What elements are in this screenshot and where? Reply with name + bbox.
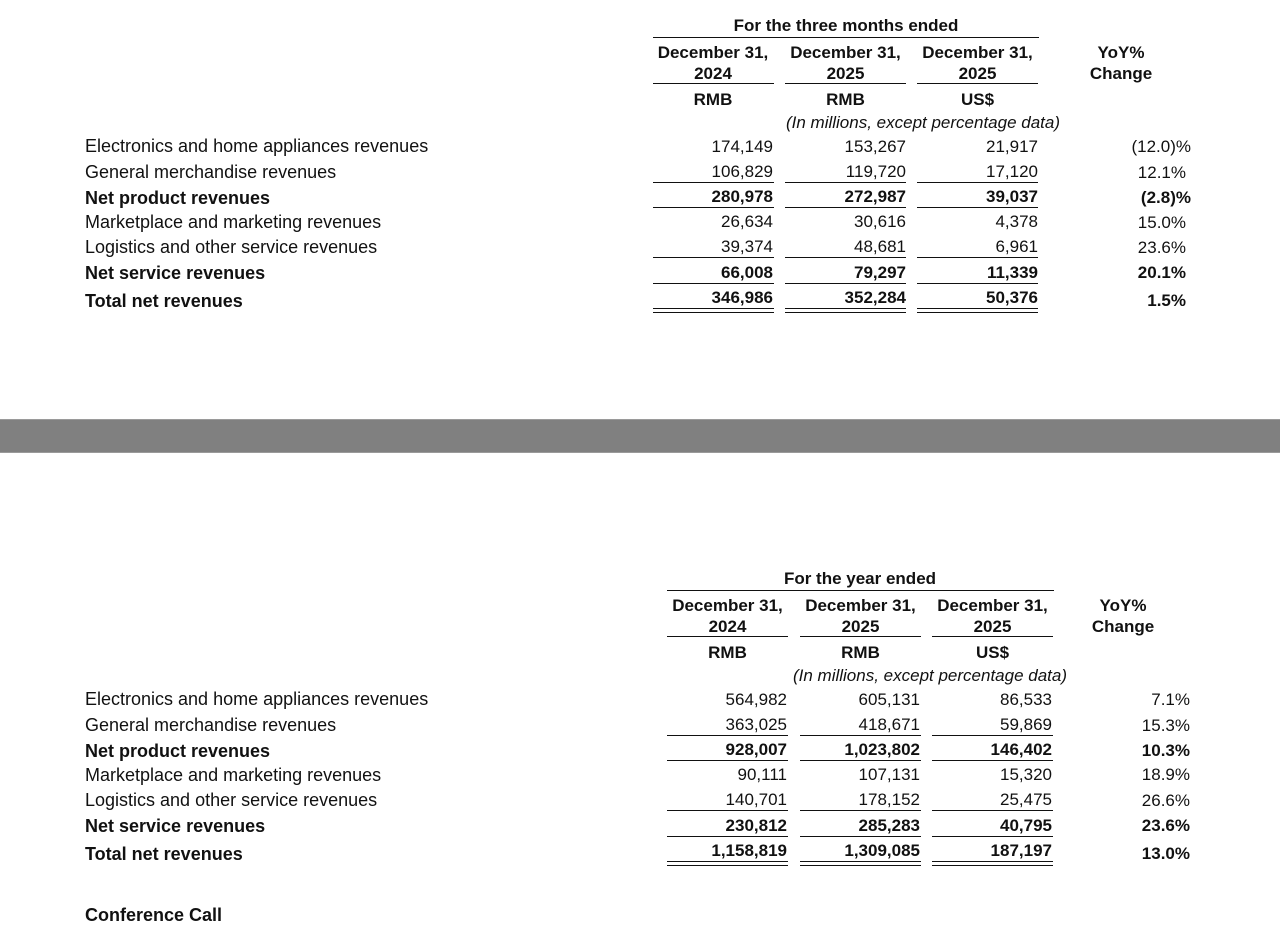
subtotal-rule: [932, 810, 1053, 811]
yoy-value: 10.3%: [1141, 741, 1190, 760]
currency-label: RMB: [708, 643, 747, 662]
cell-value: 272,987: [844, 187, 906, 206]
row-label: Marketplace and marketing revenues: [85, 212, 382, 232]
subtotal-rule: [667, 836, 788, 837]
total-double-rule: [667, 861, 788, 866]
cell-value: 11,339: [986, 263, 1038, 282]
row-label: Net product revenues: [85, 741, 271, 761]
column-header-3: December 31, 2025: [937, 596, 1048, 636]
yoy-value: 12.1%: [1137, 163, 1186, 182]
row-label: Net service revenues: [85, 263, 266, 283]
cell-value: 79,297: [854, 263, 906, 282]
subtotal-rule: [917, 207, 1038, 208]
yoy-value: 18.9%: [1141, 765, 1190, 784]
yoy-value: 20.1%: [1137, 263, 1186, 282]
period-header: For the three months ended: [733, 16, 959, 35]
yoy-value: (2.8)%: [1140, 188, 1191, 207]
yoy-value: 15.3%: [1141, 716, 1190, 735]
subtotal-rule: [932, 735, 1053, 736]
yoy-value: 13.0%: [1141, 844, 1190, 863]
yoy-header: YoY% Change: [1089, 43, 1153, 83]
cell-value: 6,961: [995, 237, 1038, 256]
yoy-value: 7.1%: [1151, 690, 1190, 709]
yoy-header: YoY% Change: [1091, 596, 1155, 636]
column-header-rule: [785, 83, 906, 84]
unit-note: (In millions, except percentage data): [792, 666, 1068, 685]
cell-value: 1,023,802: [844, 740, 920, 759]
subtotal-rule: [800, 836, 921, 837]
total-double-rule: [917, 308, 1038, 313]
row-label: Electronics and home appliances revenues: [85, 689, 429, 709]
subtotal-rule: [917, 283, 1038, 284]
cell-value: 1,158,819: [711, 841, 787, 860]
cell-value: 39,037: [986, 187, 1038, 206]
cell-value: 153,267: [844, 137, 906, 156]
total-double-rule: [653, 308, 774, 313]
row-label: Electronics and home appliances revenues: [85, 136, 429, 156]
total-double-rule: [932, 861, 1053, 866]
subtotal-rule: [653, 207, 774, 208]
yoy-value: 1.5%: [1147, 291, 1186, 310]
row-label: General merchandise revenues: [85, 162, 337, 182]
unit-note: (In millions, except percentage data): [785, 113, 1061, 132]
cell-value: 106,829: [711, 162, 773, 181]
currency-label: RMB: [693, 90, 733, 109]
cell-value: 4,378: [995, 212, 1038, 231]
row-label: General merchandise revenues: [85, 715, 337, 735]
subtotal-rule: [653, 257, 774, 258]
cell-value: 30,616: [854, 212, 906, 231]
period-header-rule: [653, 37, 1039, 38]
total-double-rule: [785, 308, 906, 313]
column-header-2: December 31, 2025: [805, 596, 916, 636]
column-header-rule: [932, 636, 1053, 637]
yoy-value: 26.6%: [1141, 791, 1190, 810]
column-header-rule: [667, 636, 788, 637]
cell-value: 15,320: [1000, 765, 1052, 784]
cell-value: 280,978: [711, 187, 773, 206]
cell-value: 90,111: [737, 765, 787, 784]
currency-label: US$: [960, 90, 995, 109]
cell-value: 146,402: [990, 740, 1052, 759]
row-label: Net product revenues: [85, 188, 271, 208]
subtotal-rule: [800, 760, 921, 761]
subtotal-rule: [653, 182, 774, 183]
subtotal-rule: [917, 182, 1038, 183]
row-label: Logistics and other service revenues: [85, 237, 378, 257]
cell-value: 285,283: [858, 816, 920, 835]
subtotal-rule: [653, 283, 774, 284]
currency-label: RMB: [841, 643, 880, 662]
row-label: Marketplace and marketing revenues: [85, 765, 382, 785]
column-header-rule: [917, 83, 1038, 84]
page-break-divider: [0, 419, 1280, 453]
subtotal-rule: [667, 760, 788, 761]
cell-value: 66,008: [721, 263, 773, 282]
subtotal-rule: [932, 760, 1053, 761]
row-label: Net service revenues: [85, 816, 266, 836]
column-header-1: December 31, 2024: [672, 596, 783, 636]
cell-value: 21,917: [986, 137, 1038, 156]
column-header-rule: [653, 83, 774, 84]
subtotal-rule: [667, 810, 788, 811]
cell-value: 140,701: [725, 790, 787, 809]
cell-value: 418,671: [858, 715, 920, 734]
subtotal-rule: [800, 810, 921, 811]
yoy-value: 15.0%: [1137, 213, 1186, 232]
cell-value: 26,634: [721, 212, 773, 231]
cell-value: 1,309,085: [844, 841, 920, 860]
row-label: Total net revenues: [85, 844, 243, 864]
cell-value: 187,197: [990, 841, 1052, 860]
period-header-rule: [667, 590, 1054, 591]
subtotal-rule: [917, 257, 1038, 258]
column-header-3: December 31, 2025: [922, 43, 1033, 83]
cell-value: 86,533: [1000, 690, 1052, 709]
subtotal-rule: [667, 735, 788, 736]
cell-value: 39,374: [721, 237, 773, 256]
cell-value: 346,986: [711, 288, 773, 307]
cell-value: 107,131: [858, 765, 920, 784]
yoy-value: 23.6%: [1137, 238, 1186, 257]
subtotal-rule: [785, 257, 906, 258]
subtotal-rule: [785, 207, 906, 208]
cell-value: 174,149: [711, 137, 773, 156]
subtotal-rule: [785, 283, 906, 284]
subtotal-rule: [785, 182, 906, 183]
cell-value: 363,025: [725, 715, 787, 734]
subtotal-rule: [932, 836, 1053, 837]
cell-value: 928,007: [725, 740, 787, 759]
cell-value: 25,475: [1000, 790, 1052, 809]
row-label: Total net revenues: [85, 291, 243, 311]
row-label: Logistics and other service revenues: [85, 790, 378, 810]
column-header-rule: [800, 636, 921, 637]
cell-value: 564,982: [725, 690, 787, 709]
subtotal-rule: [800, 735, 921, 736]
cell-value: 352,284: [844, 288, 906, 307]
cell-value: 178,152: [858, 790, 920, 809]
total-double-rule: [800, 861, 921, 866]
cell-value: 48,681: [854, 237, 906, 256]
cell-value: 40,795: [1000, 816, 1052, 835]
cell-value: 230,812: [725, 816, 787, 835]
cell-value: 119,720: [845, 162, 906, 181]
currency-label: US$: [975, 643, 1010, 662]
cell-value: 17,120: [986, 162, 1038, 181]
currency-label: RMB: [826, 90, 865, 109]
period-header: For the year ended: [783, 569, 937, 588]
column-header-2: December 31, 2025: [790, 43, 901, 83]
yoy-value: 23.6%: [1141, 816, 1190, 835]
cell-value: 605,131: [858, 690, 920, 709]
cell-value: 50,376: [986, 288, 1038, 307]
section-heading-conference-call: Conference Call: [85, 905, 223, 925]
cell-value: 59,869: [1000, 715, 1052, 734]
column-header-1: December 31, 2024: [657, 43, 769, 83]
yoy-value: (12.0)%: [1131, 137, 1191, 156]
